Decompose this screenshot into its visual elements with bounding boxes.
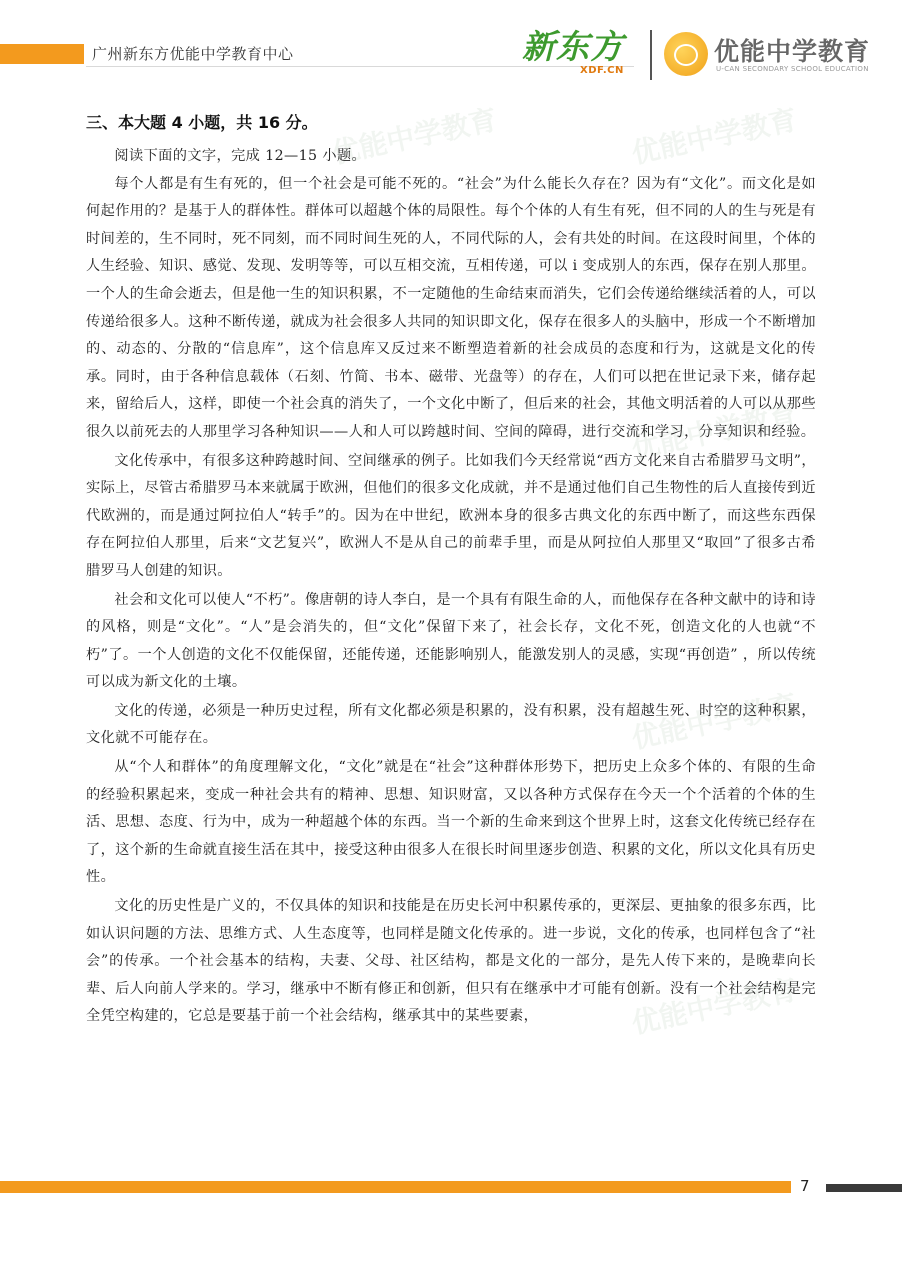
section-title: 三、本大题 4 小题，共 16 分。: [86, 113, 318, 132]
watermark: 优能中学教育: [628, 972, 800, 1041]
paragraph: 社会和文化可以使人“不朽”。像唐朝的诗人李白，是一个具有有限生命的人，而他保存在各种文献中的诗和诗的风格，则是“文化”。“人”是会消失的，但“文化”保留下来了，社会长存，文化不死，创造文化的人也就“不朽”了。一个人创造的文化不仅能保留，还能传递，还能影响别人，能激发别人的灵感，实现“再创造” ，所以传统可以成为新文化的土壤。: [86, 591, 816, 691]
youneng-logo: [664, 30, 874, 80]
paragraph: 文化的传递，必须是一种历史过程，所有文化都必须是积累的，没有积累，没有超越生死、时空的这种积累，文化就不可能存在。: [86, 702, 816, 747]
youneng-logo-subtext: U-CAN SECONDARY SCHOOL EDUCATION: [716, 65, 869, 73]
xdf-logo: [522, 28, 640, 82]
youneng-emblem-icon: [664, 32, 708, 76]
watermark: 优能中学教育: [628, 102, 800, 171]
watermark: 优能中学教育: [328, 102, 500, 171]
paragraph: 文化传承中，有很多这种跨越时间、空间继承的例子。比如我们今天经常说“西方文化来自古希腊罗马文明”，实际上，尽管古希腊罗马本来就属于欧洲，但他们的很多文化成就，并不是通过他们自己生物性的后人直接传到近代欧洲的，而是通过阿拉伯人“转手”的。因为在中世纪，欧洲本身的很多古典文化的东西中断了，而这些东西保存在阿拉伯人那里，后来“文艺复兴”，欧洲人不是从自己的前辈手里，而是从阿拉伯人那里又“取回”了很多古希腊罗马人创建的知识。: [86, 452, 816, 579]
youneng-logo-text: 优能中学教育: [714, 37, 871, 66]
header-title: 广州新东方优能中学教育中心: [92, 45, 294, 63]
xdf-logo-text: 新东方: [522, 27, 624, 66]
watermark: 优能中学教育: [628, 397, 800, 466]
paragraph: 文化的历史性是广义的，不仅具体的知识和技能是在历史长河中积累传承的，更深层、更抽象的很多东西，比如认识问题的方法、思维方式、人生态度等，也同样是随文化传承的。进一步说，文化的传承，也同样包含了“社会”的传承。一个社会基本的结构，夫妻、父母、社区结构，都是文化的一部分，是先人传下来的，是晚辈向长辈、后人向前人学来的。学习，继承中不断有修正和创新，但只有在继承中才可能有创新。没有一个社会结构是完全凭空构建的，它总是要基于前一个社会结构，继承其中的某些要素，: [86, 898, 816, 1025]
footer-dark-bar: [826, 1184, 902, 1192]
paragraph: 从“个人和群体”的角度理解文化，“文化”就是在“社会”这种群体形势下，把历史上众多个体的、有限的生命的经验积累起来，变成一种社会共有的精神、思想、知识财富，又以各种方式保存在今天一个个活着的个体的生活、思想、态度、行为中，成为一种超越个体的东西。当一个新的生命来到这个世界上时，这套文化传统已经存在了，这个新的生命就直接生活在其中，接受这种由很多人在很长时间里逐步创造、积累的文化，所以文化具有历史性。: [86, 759, 816, 886]
footer-accent-bar: [0, 1181, 791, 1193]
section-intro: 阅读下面的文字，完成 12—15 小题。: [114, 148, 367, 164]
paragraph: 每个人都是有生有死的，但一个社会是可能不死的。“社会”为什么能长久存在？因为有“文化”。而文化是如何起作用的？是基于人的群体性。群体可以超越个体的局限性。每个个体的人有生有死，但不同的人的生与死是有时间差的，生不同时，死不同刻，而不同时间生死的人，不同代际的人，会有共处的时间。在这段时间里，个体的人生经验、知识、感觉、发现、发明等等，可以互相交流，互相传递，可以 i 变成别人的东西，保存在别人那里。一个人的生命会逝去，但是他一生的知识积累，不一定随他的生命结束而消失，它们会传递给继续活着的人，可以传递给很多人。这种不断传递，就成为社会很多人共同的知识即文化，保存在很多人的头脑中，形成一个不断增加的、动态的、分散的“信息库”，这个信息库又反过来不断塑造着新的社会成员的态度和行为，这就是文化的传承。同时，由于各种信息载体（石刻、竹简、书本、磁带、光盘等）的存在，人们可以把在世记录下来，储存起来，留给后人，这样，即使一个社会真的消失了，一个文化中断了，但后来的社会，其他文明活着的人可以从那些很久以前死去的人那里学习各种知识——人和人可以跨越时间、空间的障碍，进行交流和学习，分享知识和经验。: [86, 175, 816, 440]
header-accent-bar: [0, 44, 84, 64]
logo-divider: [650, 30, 652, 80]
page-number: 7: [800, 1177, 810, 1195]
watermark: 优能中学教育: [628, 687, 800, 756]
xdf-logo-subtext: XDF.CN: [580, 65, 624, 76]
document-body: [86, 106, 816, 1031]
